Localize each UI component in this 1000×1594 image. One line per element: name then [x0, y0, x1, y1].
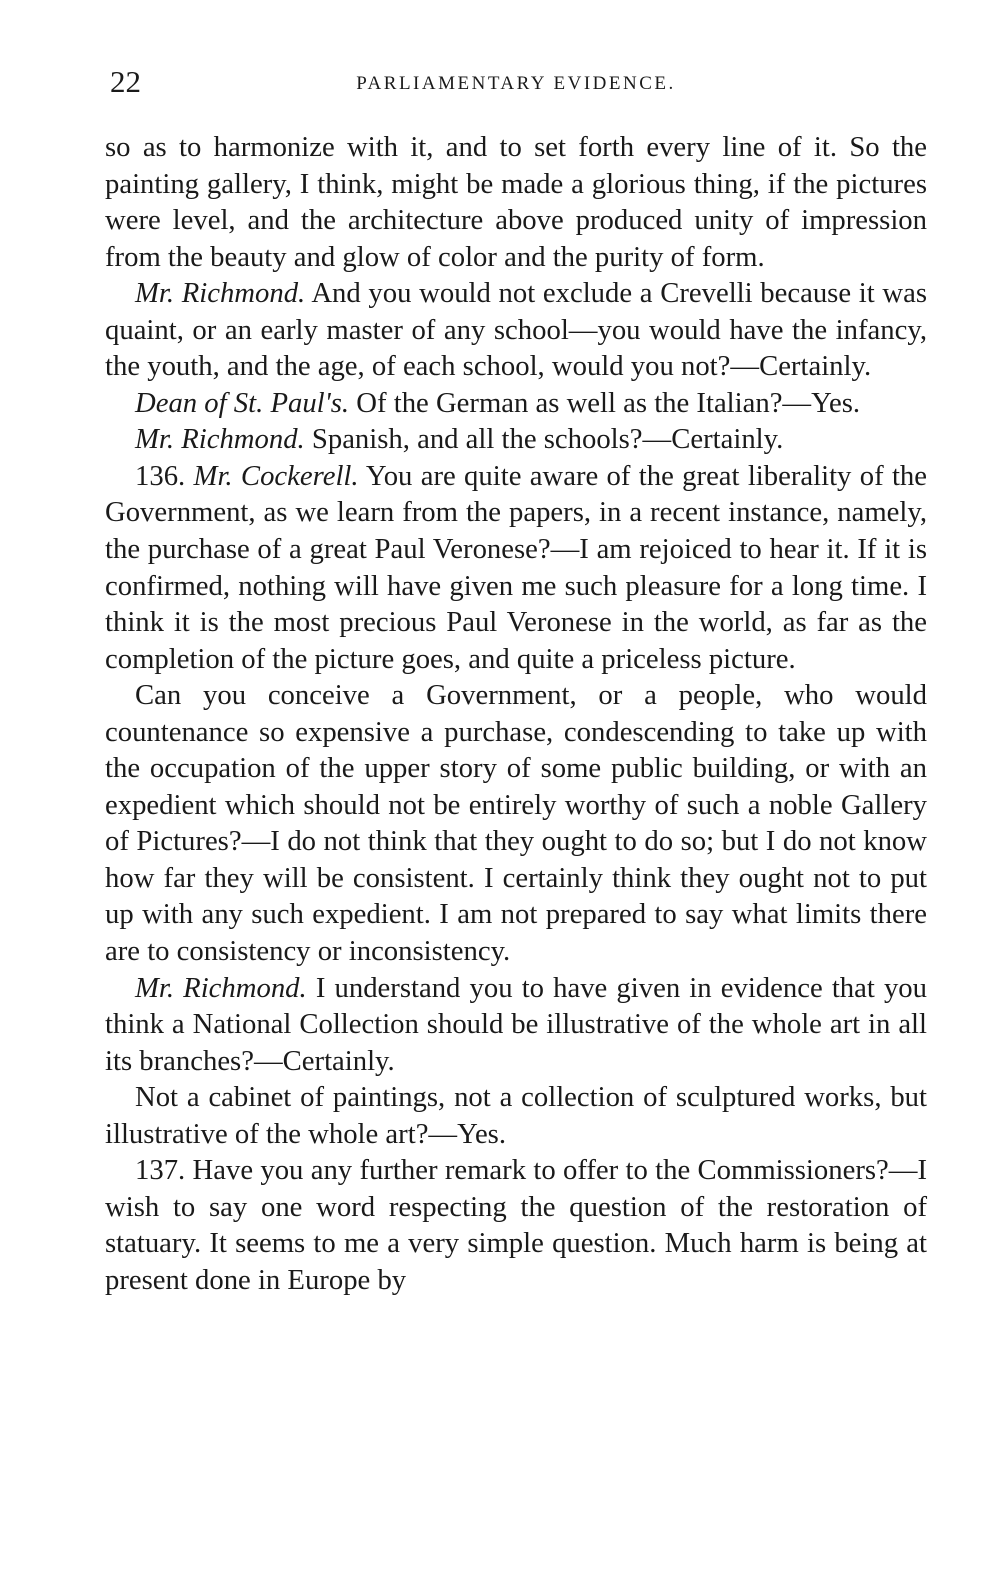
paragraph [105, 970, 927, 1080]
page-header [105, 62, 927, 102]
paragraph [105, 385, 927, 422]
page-body [105, 129, 927, 1299]
paragraph-text: I understand you to have given in evidence that you think a National Collection should be illustrative of the whole art in all its branches?—Certainly. [105, 971, 927, 1077]
paragraph [105, 458, 927, 677]
paragraph-text: so as to harmonize with it, and to set forth every line of it. So the painting gallery, I think, might be made a glorious thing, if the pictures were level, and the architecture above produced unity of impression from the beauty and glow of color and the purity of form. [105, 131, 927, 273]
paragraph [105, 421, 927, 458]
paragraph-text: And you would not exclude a Crevelli because it was quaint, or an early master of any school—you would have the infancy, the youth, and the age, of each school, would you not?—Certainly. [105, 277, 927, 383]
paragraph-text: You are quite aware of the great liberality of the Government, as we learn from the papers, in a recent instance, namely, the purchase of a great Paul Veronese?—I am rejoiced to hear it. If it is confirmed, nothing will have given me such pleasure for a long time. I think it is the most precious Paul Veronese in the world, as far as the completion of the picture goes, and quite a priceless picture. [105, 459, 928, 675]
paragraph [105, 677, 927, 969]
paragraph [105, 1079, 927, 1152]
paragraph [105, 1152, 927, 1298]
speaker-name: Mr. Richmond. [135, 423, 305, 456]
paragraph-text: Spanish, and all the schools?—Certainly. [311, 423, 784, 456]
speaker-name: Mr. Richmond. [135, 277, 306, 310]
speaker-name: Dean of St. Paul's. [135, 386, 350, 419]
question-number: 136. [135, 459, 186, 492]
running-head: PARLIAMENTARY EVIDENCE. [356, 73, 676, 94]
paragraph-text: Have you any further remark to offer to the Commissioners?—I wish to say one word respecting the question of the restoration of statuary. It seems to me a very simple question. Much harm is being at present done in Europe by [105, 1154, 928, 1296]
paragraph [105, 129, 927, 275]
paragraph-text: Not a cabinet of paintings, not a collection of sculptured works, but illustrative of the whole art?—Yes. [105, 1081, 927, 1150]
question-number: 137. [135, 1154, 186, 1187]
speaker-name: Mr. Cockerell. [193, 459, 359, 492]
speaker-name: Mr. Richmond. [135, 971, 307, 1004]
paragraph-text: Can you conceive a Government, or a people, who would countenance so expensive a purchase, condescending to take up with the occupation of the upper story of some public building, or with an expedient which should not be entirely worthy of such a noble Gallery of Pictures?—I do not think that they ought to do so; but I do not know how far they will be consistent. I certainly think they ought not to put up with any such expedient. I am not prepared to say what limits there are to consistency or inconsistency. [105, 679, 927, 968]
paragraph-text: Of the German as well as the Italian?—Yes. [356, 386, 861, 419]
page-number: 22 [110, 64, 141, 99]
paragraph [105, 275, 927, 385]
